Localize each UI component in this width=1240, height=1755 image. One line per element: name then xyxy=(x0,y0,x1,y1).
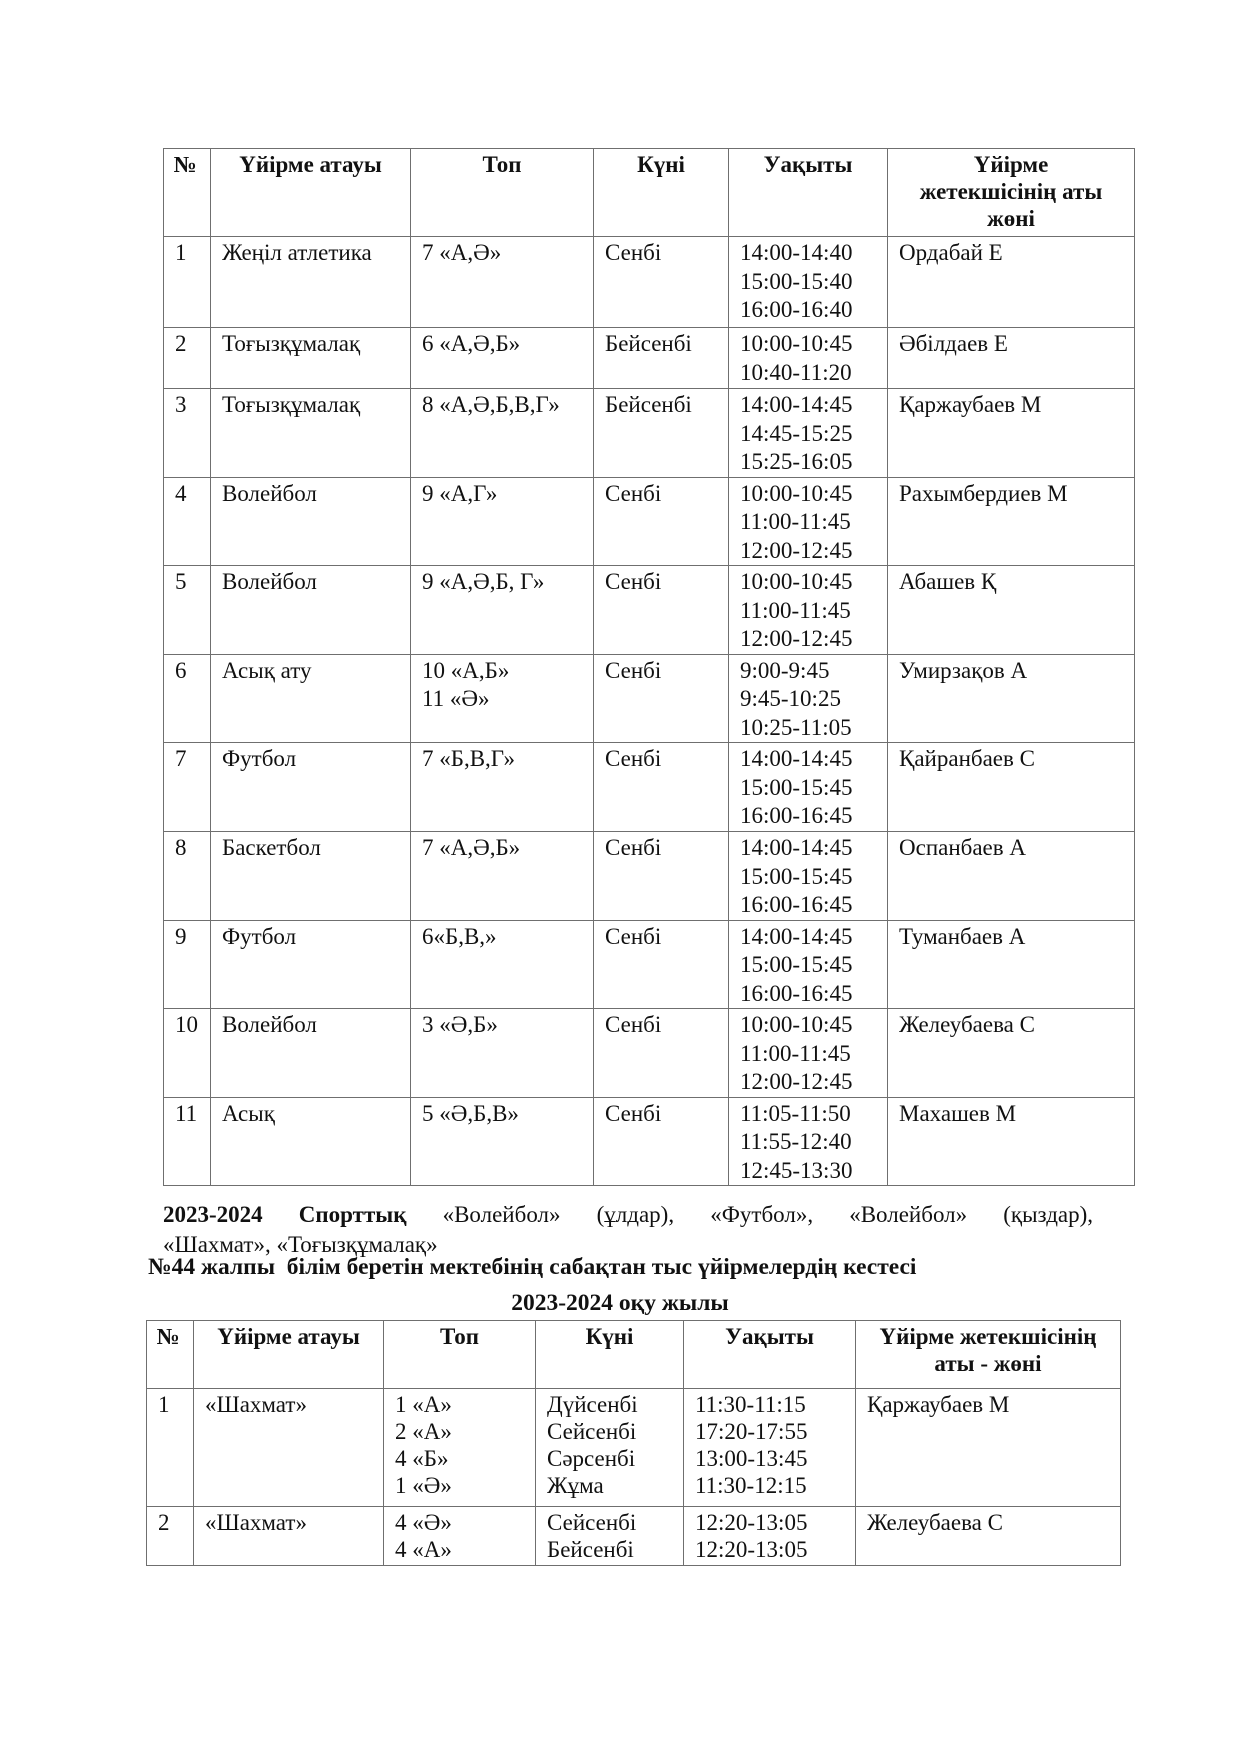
paragraph-sports-word: Спорттық xyxy=(298,1202,407,1227)
day-line: Дүйсенбі xyxy=(547,1392,638,1417)
group-line: 7 «Б,В,Г» xyxy=(422,746,516,771)
day: Сенбі xyxy=(594,1009,729,1098)
time-line: 12:00-12:45 xyxy=(740,1069,853,1094)
paragraph-line-2: «Шахмат», «Тоғызқұмалақ» xyxy=(163,1232,438,1257)
time xyxy=(729,1097,888,1186)
table-row xyxy=(164,920,1135,1009)
group xyxy=(411,566,594,655)
club-name: Волейбол xyxy=(211,477,411,566)
leader-name: Туманбаев А xyxy=(888,920,1135,1009)
day: Сенбі xyxy=(594,743,729,832)
paragraph-item: «Волейбол» xyxy=(849,1202,968,1227)
group xyxy=(411,920,594,1009)
sports-clubs-paragraph xyxy=(163,1202,1093,1228)
time-line: 10:00-10:45 xyxy=(740,1012,853,1037)
club-name: Асық xyxy=(211,1097,411,1186)
row-number: 9 xyxy=(164,920,211,1009)
group xyxy=(411,328,594,389)
club-name: Волейбол xyxy=(211,1009,411,1098)
group-line: 9 «А,Ә,Б, Г» xyxy=(422,569,545,594)
table-row xyxy=(147,1389,1121,1507)
group-line: 11 «Ә» xyxy=(422,686,490,711)
group-line: 5 «Ә,Б,В» xyxy=(422,1100,519,1126)
header-day: Күні xyxy=(594,149,729,237)
table-row xyxy=(164,832,1135,921)
row-number: 2 xyxy=(147,1507,194,1566)
time-line: 15:00-15:45 xyxy=(740,774,853,800)
leader-name: Абашев Қ xyxy=(888,566,1135,655)
group xyxy=(411,743,594,832)
leader-name: Қайранбаев С xyxy=(888,743,1135,832)
time xyxy=(684,1507,856,1566)
time-line: 14:00-14:45 xyxy=(740,923,853,949)
time-line: 11:00-11:45 xyxy=(740,509,851,534)
day: Сенбі xyxy=(594,1097,729,1186)
time-line: 15:00-15:40 xyxy=(740,268,853,294)
time-line: 9:00-9:45 xyxy=(740,657,830,683)
group-line: 10 «А,Б» xyxy=(422,657,510,683)
table-row xyxy=(164,328,1135,389)
header-number: № xyxy=(164,149,211,237)
row-number: 2 xyxy=(164,328,211,389)
time xyxy=(729,654,888,743)
day: Сенбі xyxy=(594,566,729,655)
time-line: 15:25-16:05 xyxy=(740,449,853,474)
header-time: Уақыты xyxy=(684,1321,856,1389)
club-name: Баскетбол xyxy=(211,832,411,921)
table-row xyxy=(164,477,1135,566)
time xyxy=(729,743,888,832)
group xyxy=(411,1009,594,1098)
day-line: Сейсенбі xyxy=(547,1510,637,1535)
header-group: Топ xyxy=(411,149,594,237)
table-row xyxy=(164,566,1135,655)
time-line: 15:00-15:45 xyxy=(740,863,853,889)
leader-name: Рахымбердиев М xyxy=(888,477,1135,566)
header-number: № xyxy=(147,1321,194,1389)
leader-name: Желеубаева С xyxy=(888,1009,1135,1098)
paragraph-item: (ұлдар), xyxy=(596,1202,675,1227)
row-number: 5 xyxy=(164,566,211,655)
table-row xyxy=(147,1507,1121,1566)
time xyxy=(729,832,888,921)
group-line: 8 «А,Ә,Б,В,Г» xyxy=(422,392,560,417)
row-number: 8 xyxy=(164,832,211,921)
day: Сенбі xyxy=(594,920,729,1009)
time-line: 14:00-14:40 xyxy=(740,240,853,265)
time-line: 10:25-11:05 xyxy=(740,714,852,740)
club-name: Жеңіл атлетика xyxy=(211,237,411,328)
time xyxy=(729,1009,888,1098)
time-line: 11:55-12:40 xyxy=(740,1129,852,1154)
group-line: 7 «А,Ә» xyxy=(422,240,502,265)
leader-name: Қаржаубаев М xyxy=(888,389,1135,478)
group-line: 1 «Ә» xyxy=(395,1473,452,1498)
group-line: 6«Б,В,» xyxy=(422,923,497,949)
academic-year: 2023-2024 оқу жылы xyxy=(511,1290,729,1316)
group-line: 4 «А» xyxy=(395,1537,452,1562)
header-leader: Үйірме жетекшісінің аты - жөні xyxy=(856,1321,1121,1389)
time-line: 14:00-14:45 xyxy=(740,392,853,417)
group-line: 3 «Ә,Б» xyxy=(422,1012,498,1037)
day xyxy=(536,1507,684,1566)
day: Сенбі xyxy=(594,654,729,743)
time-line: 10:00-10:45 xyxy=(740,569,853,594)
header-leader: Үйірме жетекшісінің аты жөні xyxy=(888,149,1135,237)
day-line: Сейсенбі xyxy=(547,1419,637,1444)
club-name: Тоғызқұмалақ xyxy=(211,328,411,389)
time-line: 9:45-10:25 xyxy=(740,686,841,711)
header-group: Топ xyxy=(384,1321,536,1389)
sports-clubs-table xyxy=(163,148,1135,1186)
group-line: 4 «Б» xyxy=(395,1446,449,1471)
leader-name: Умирзақов А xyxy=(888,654,1135,743)
group xyxy=(384,1389,536,1507)
club-name: Футбол xyxy=(211,743,411,832)
time xyxy=(729,328,888,389)
day: Сенбі xyxy=(594,477,729,566)
time xyxy=(729,566,888,655)
time-line: 10:00-10:45 xyxy=(740,480,853,506)
time xyxy=(729,237,888,328)
leader-name: Қаржаубаев М xyxy=(856,1389,1121,1507)
time-line: 12:00-12:45 xyxy=(740,626,853,651)
table-header-row xyxy=(147,1321,1121,1389)
time-line: 15:00-15:45 xyxy=(740,952,853,977)
leader-name: Махашев М xyxy=(888,1097,1135,1186)
group xyxy=(384,1507,536,1566)
header-club-name: Үйірме атауы xyxy=(211,149,411,237)
group-line: 2 «А» xyxy=(395,1419,452,1444)
time-line: 12:00-12:45 xyxy=(740,537,853,563)
time-line: 11:00-11:45 xyxy=(740,1040,851,1066)
table-row xyxy=(164,654,1135,743)
time-line: 10:40-11:20 xyxy=(740,359,852,385)
time-line: 16:00-16:40 xyxy=(740,297,853,322)
schedule-title: №44 жалпы білім беретін мектебінің сабақтан тыс үйірмелердің кестесі xyxy=(148,1254,917,1280)
time-line: 11:05-11:50 xyxy=(740,1100,851,1126)
club-name: Футбол xyxy=(211,920,411,1009)
row-number: 1 xyxy=(164,237,211,328)
row-number: 11 xyxy=(164,1097,211,1186)
day: Бейсенбі xyxy=(594,328,729,389)
row-number: 10 xyxy=(164,1009,211,1098)
time-line: 14:00-14:45 xyxy=(740,746,853,771)
time xyxy=(684,1389,856,1507)
group-line: 4 «Ә» xyxy=(395,1510,452,1535)
group xyxy=(411,477,594,566)
paragraph-year: 2023-2024 xyxy=(163,1202,263,1227)
leader-name: Ордабай Е xyxy=(888,237,1135,328)
time xyxy=(729,389,888,478)
club-name: «Шахмат» xyxy=(194,1389,384,1507)
row-number: 6 xyxy=(164,654,211,743)
table-row xyxy=(164,1009,1135,1098)
club-name: Тоғызқұмалақ xyxy=(211,389,411,478)
group xyxy=(411,389,594,478)
day-line: Жұма xyxy=(547,1473,604,1498)
time-line: 11:30-12:15 xyxy=(695,1473,807,1498)
time-line: 12:20-13:05 xyxy=(695,1510,808,1535)
group xyxy=(411,1097,594,1186)
time-line: 10:00-10:45 xyxy=(740,331,853,356)
time-line: 13:00-13:45 xyxy=(695,1446,808,1471)
time-line: 12:20-13:05 xyxy=(695,1537,808,1562)
schedule-subtitle xyxy=(0,1290,1240,1317)
club-name: «Шахмат» xyxy=(194,1507,384,1566)
day-line: Сәрсенбі xyxy=(547,1446,636,1471)
table-row xyxy=(164,743,1135,832)
table-row xyxy=(164,237,1135,328)
time-line: 11:30-11:15 xyxy=(695,1392,806,1417)
paragraph-item: «Волейбол» xyxy=(442,1202,561,1227)
table-row xyxy=(164,1097,1135,1186)
time-line: 16:00-16:45 xyxy=(740,803,853,828)
group-line: 9 «А,Г» xyxy=(422,480,498,506)
paragraph-item: «Футбол», xyxy=(710,1202,814,1227)
group xyxy=(411,832,594,921)
paragraph-item: (қыздар), xyxy=(1003,1202,1094,1227)
day: Сенбі xyxy=(594,832,729,921)
row-number: 1 xyxy=(147,1389,194,1507)
day: Бейсенбі xyxy=(594,389,729,478)
chess-clubs-table xyxy=(146,1320,1121,1566)
day-line: Бейсенбі xyxy=(547,1537,634,1562)
time-line: 12:45-13:30 xyxy=(740,1157,853,1183)
group xyxy=(411,654,594,743)
header-time: Уақыты xyxy=(729,149,888,237)
club-name: Волейбол xyxy=(211,566,411,655)
time-line: 16:00-16:45 xyxy=(740,892,853,917)
group-line: 1 «А» xyxy=(395,1392,452,1417)
day: Сенбі xyxy=(594,237,729,328)
table-header-row xyxy=(164,149,1135,237)
time xyxy=(729,920,888,1009)
time-line: 14:00-14:45 xyxy=(740,835,853,860)
group-line: 7 «А,Ә,Б» xyxy=(422,835,521,860)
leader-name: Әбілдаев Е xyxy=(888,328,1135,389)
time xyxy=(729,477,888,566)
header-club-name: Үйірме атауы xyxy=(194,1321,384,1389)
time-line: 17:20-17:55 xyxy=(695,1419,808,1444)
time-line: 16:00-16:45 xyxy=(740,980,853,1006)
leader-name: Оспанбаев А xyxy=(888,832,1135,921)
time-line: 11:00-11:45 xyxy=(740,597,851,623)
table-row xyxy=(164,389,1135,478)
leader-name: Желеубаева С xyxy=(856,1507,1121,1566)
row-number: 7 xyxy=(164,743,211,832)
club-name: Асық ату xyxy=(211,654,411,743)
row-number: 3 xyxy=(164,389,211,478)
day xyxy=(536,1389,684,1507)
row-number: 4 xyxy=(164,477,211,566)
header-day: Күні xyxy=(536,1321,684,1389)
time-line: 14:45-15:25 xyxy=(740,420,853,446)
group xyxy=(411,237,594,328)
group-line: 6 «А,Ә,Б» xyxy=(422,331,521,356)
